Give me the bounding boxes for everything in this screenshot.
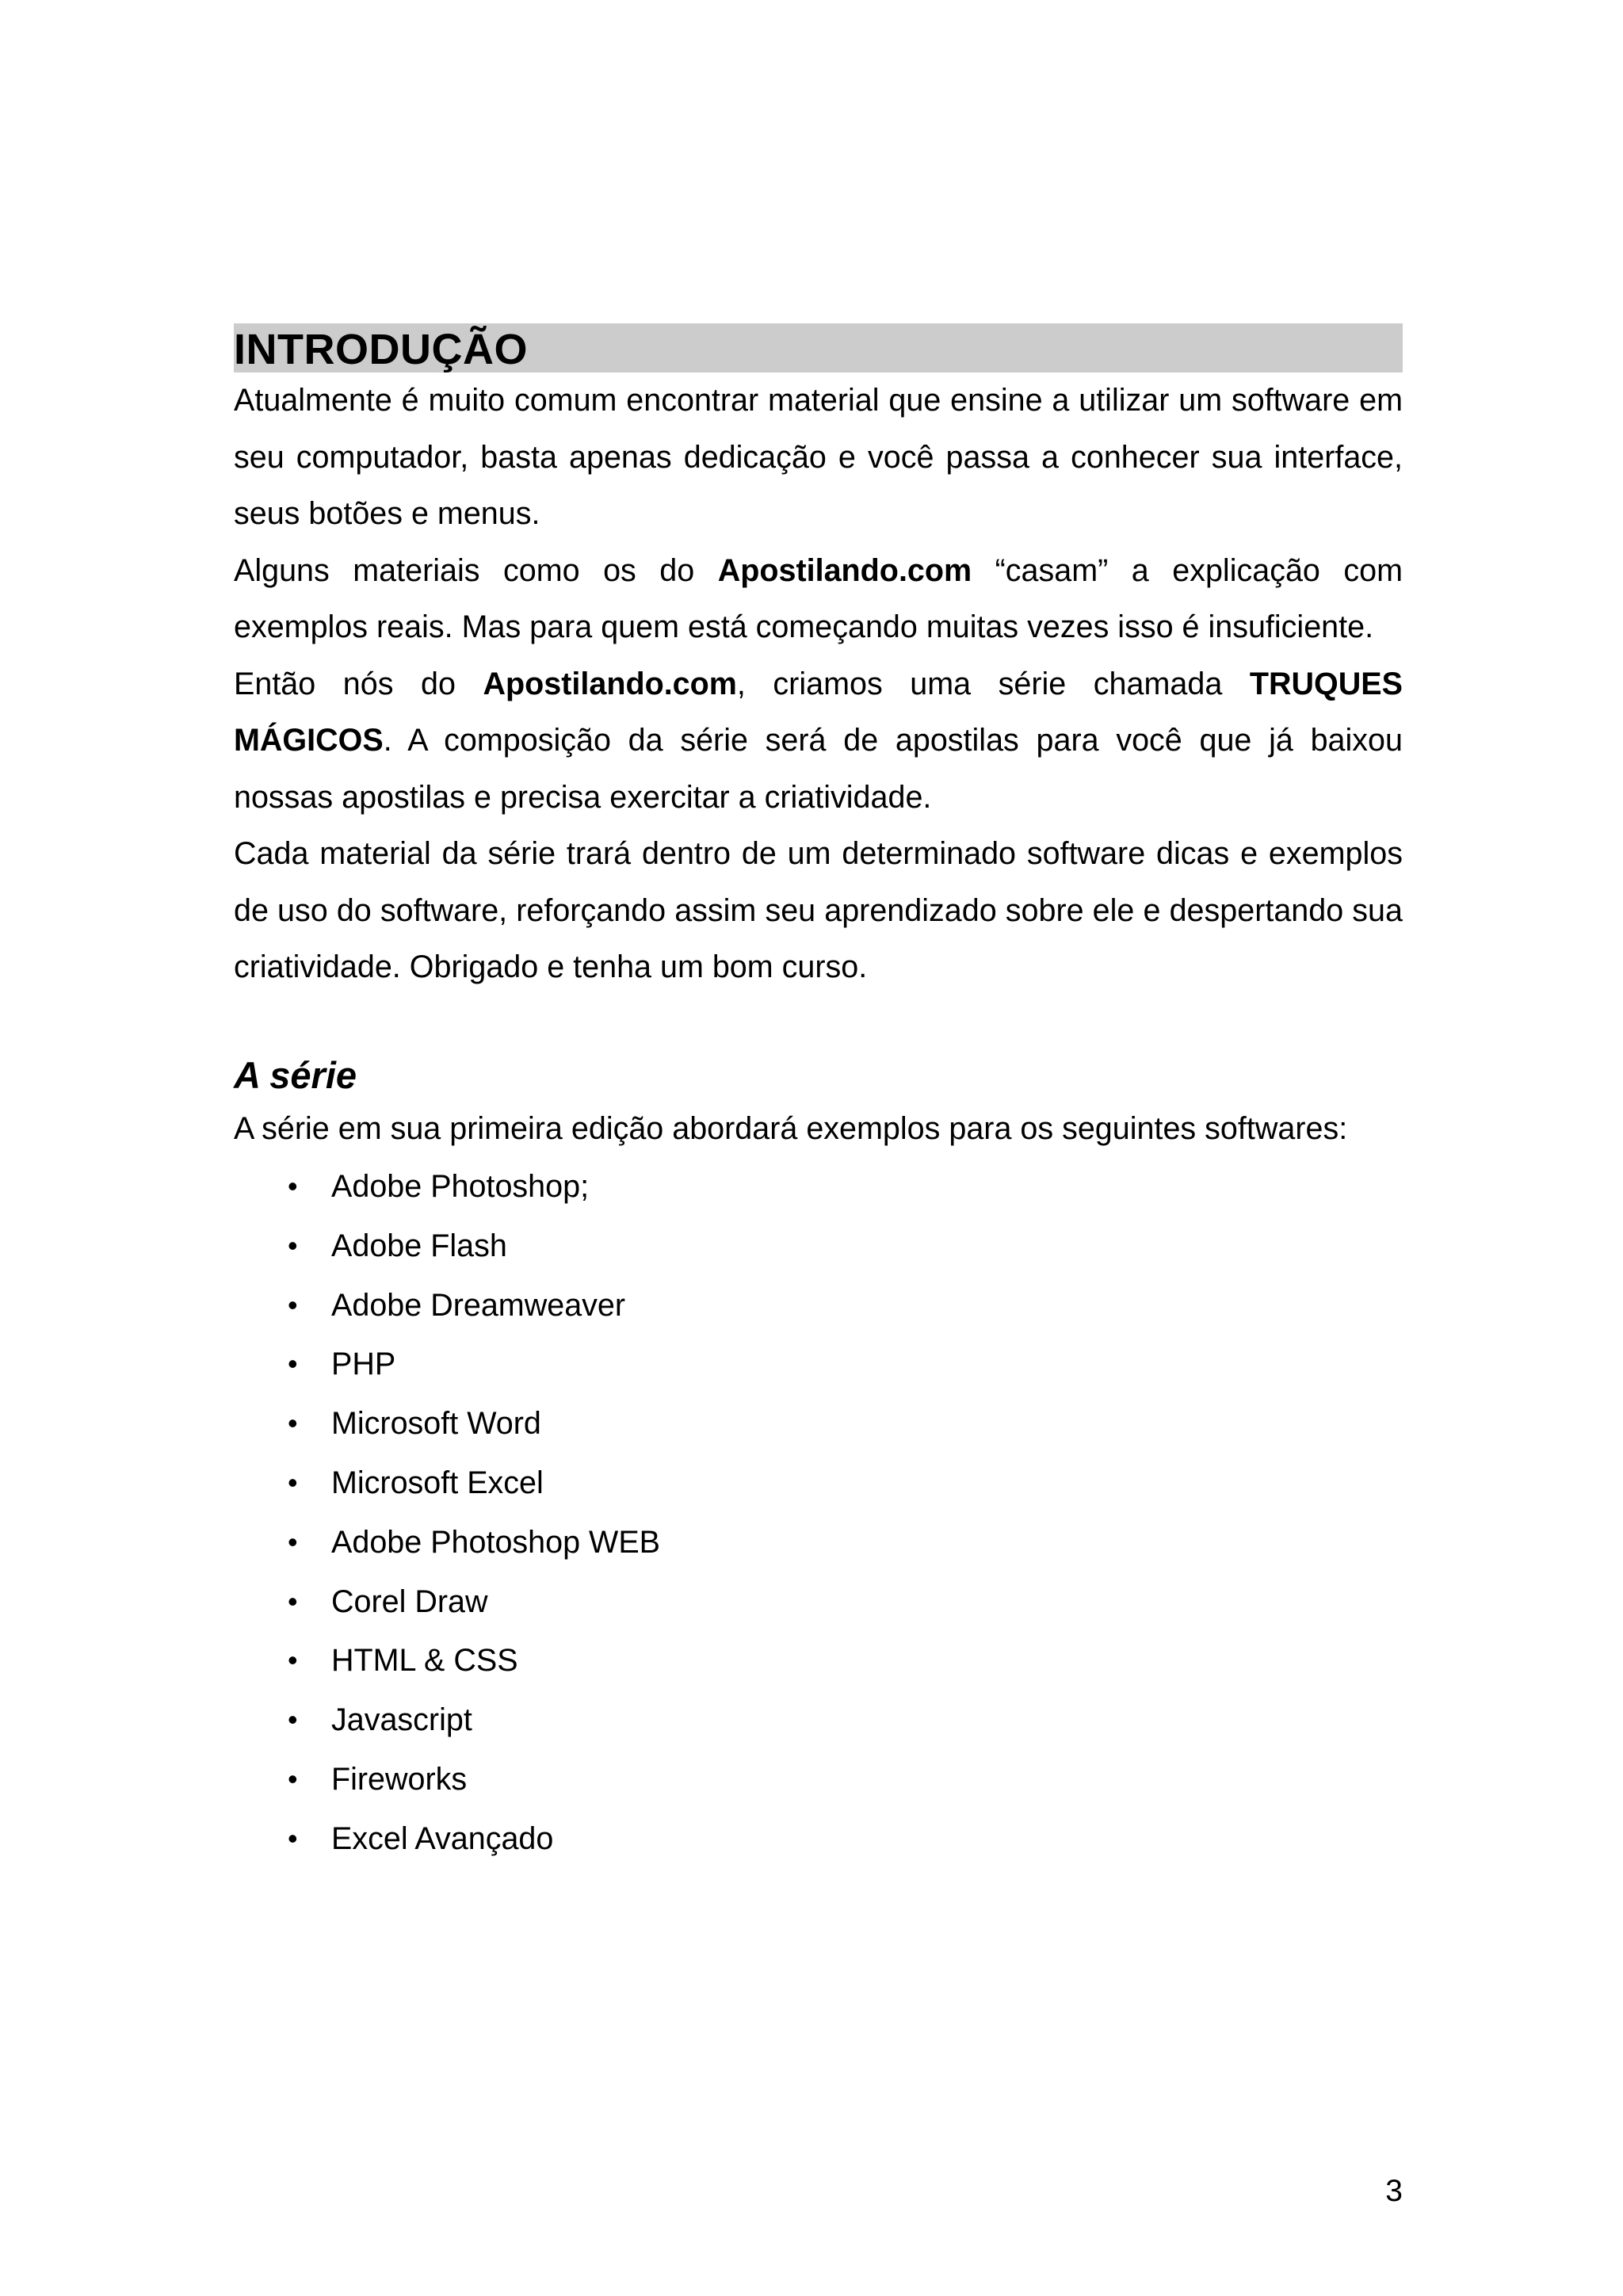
paragraph-3-text-c: . A composição da série será de apostilas para você que já baixou nossas apostilas e precisa exercitar a criatividade. [234,723,1403,815]
list-item [234,1217,1403,1276]
bullet-icon: • [288,1288,298,1321]
bullet-icon: • [288,1762,298,1795]
list-item-label: Fireworks [331,1761,468,1797]
list-item [234,1809,1403,1869]
list-item [234,1750,1403,1809]
page-number: 3 [1385,2174,1403,2208]
list-item [234,1572,1403,1632]
section-heading-text: INTRODUÇÃO [234,326,528,373]
bullet-icon: • [288,1584,298,1618]
list-item [234,1335,1403,1394]
apostilando-brand-text: Apostilando.com [717,552,972,588]
list-item [234,1394,1403,1454]
list-item [234,1690,1403,1750]
list-item-label: Javascript [331,1702,472,1738]
bullet-icon: • [288,1703,298,1736]
bullet-icon: • [288,1525,298,1558]
list-item-label: Adobe Photoshop WEB [331,1524,661,1560]
bullet-icon: • [288,1821,298,1855]
list-item-label: PHP [331,1347,396,1382]
software-list [234,1157,1403,1869]
list-item-label: Adobe Dreamweaver [331,1287,626,1323]
bullet-icon: • [288,1407,298,1440]
page-content [234,323,1403,1869]
list-item-label: Adobe Flash [331,1228,507,1263]
paragraph-3-text-a: Então nós do [234,666,483,701]
series-name-text: TRUQUES MÁGICOS [234,666,1403,758]
apostilando-brand-text: Apostilando.com [483,666,737,701]
subheading-a-serie: A série [234,1053,357,1096]
list-item [234,1631,1403,1690]
intro-paragraph-4: Cada material da série trará dentro de um determinado software dicas e exemplos de uso do software, reforçando assim seu aprendizado sobre ele e despertando sua criatividade. Obrigado e tenha um bom curso. [234,836,1403,984]
list-item [234,1454,1403,1513]
intro-paragraph-1: Atualmente é muito comum encontrar material que ensine a utilizar um software em seu computador, basta apenas dedicação e você passa a conhecer sua interface, seus botões e menus. [234,383,1403,531]
bullet-icon: • [288,1347,298,1381]
list-item-label: Adobe Photoshop; [331,1169,590,1204]
bullet-icon: • [288,1170,298,1202]
paragraph-2-text-a: Alguns materiais como os do [234,552,718,588]
section-heading-introducao [234,323,1403,372]
paragraph-2-text-b: “casam” a explicação com exemplos reais. Mas para quem está começando muitas vezes isso é insuficiente. [234,552,1403,644]
list-item-label: Corel Draw [331,1584,488,1619]
paragraph-3-text-b: , criamos uma série chamada [736,666,1250,701]
list-item-label: HTML & CSS [331,1643,518,1679]
list-item [234,1513,1403,1572]
list-item [234,1157,1403,1217]
list-item [234,1276,1403,1335]
series-intro-paragraph: A série em sua primeira edição abordará exemplos para os seguintes softwares: [234,1110,1348,1146]
list-item-label: Microsoft Excel [331,1465,544,1500]
bullet-icon: • [288,1228,298,1262]
intro-paragraph-3 [234,656,1403,827]
list-item-label: Excel Avançado [331,1820,554,1856]
bullet-icon: • [288,1644,298,1677]
bullet-icon: • [288,1465,298,1499]
intro-paragraph-2 [234,543,1403,656]
list-item-label: Microsoft Word [331,1406,541,1442]
